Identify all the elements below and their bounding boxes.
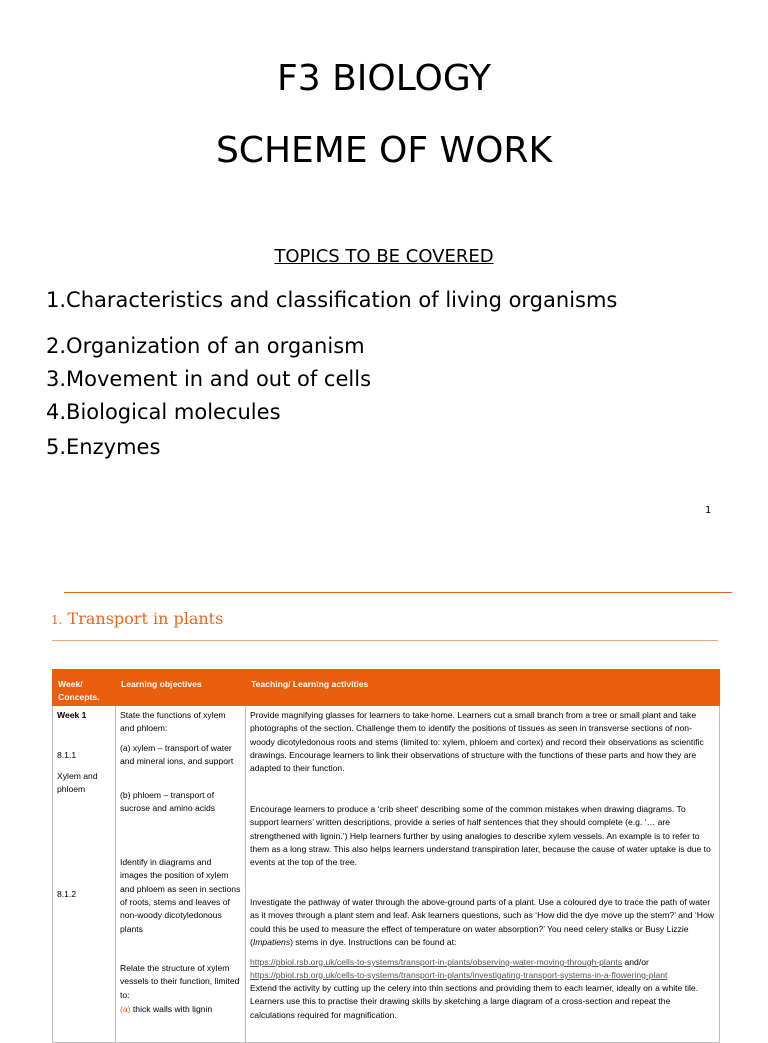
activity-paragraph	[250, 896, 715, 950]
activity-text: ) stems in dye. Instructions can be found at:	[290, 937, 457, 948]
document-title: F3 BIOLOGY	[277, 58, 491, 99]
resource-links	[250, 969, 715, 982]
section-number: 1.	[51, 613, 63, 627]
topics-heading: TOPICS TO BE COVERED	[274, 246, 494, 267]
concept-code: 8.1.1	[57, 749, 77, 760]
topic-item: 3.Movement in and out of cells	[46, 367, 372, 391]
resource-link[interactable]: https://pbiol.rsb.org.uk/cells-to-systems/transport-in-plants/observing-water-moving-through-plants	[250, 956, 623, 967]
topic-item: 5.Enzymes	[46, 435, 161, 459]
header-week-concepts: Week/ Concepts.	[53, 670, 116, 706]
list-marker: (a)	[120, 1003, 131, 1014]
objective-sub: (b) phloem – transport of sucrose and amino acids	[120, 789, 216, 814]
activity-paragraph: Extend the activity by cutting up the celery into thin sections and providing them to each learner, ideally on a white tile. Learners use this to practise their drawing skills by sketching a large diagram of a cross-section and repeat the calculations required for magnification.	[250, 982, 699, 1020]
section-bottom-rule	[52, 640, 718, 641]
objective: State the functions of xylem and phloem:	[120, 709, 226, 734]
objective-sub: (a) xylem – transport of water and mineral ions, and support	[120, 742, 234, 767]
objective: Relate the structure of xylem vessels to their function, limited to:	[120, 962, 240, 1000]
header-learning-objectives: Learning objectives	[116, 670, 246, 706]
week-label: Week 1	[57, 709, 87, 720]
topic-item: 2.Organization of an organism	[46, 334, 365, 358]
objective-sub-text: thick walls with lignin	[132, 1003, 213, 1014]
week-concepts-cell	[53, 705, 116, 1042]
concept-name: Xylem and phloem	[57, 770, 98, 795]
resource-link[interactable]: https://pbiol.rsb.org.uk/cells-to-systems/transport-in-plants/investigating-transport-systems-in-a-flowering-plant	[250, 969, 668, 980]
topic-item: 4.Biological molecules	[46, 400, 281, 424]
species-name: Impatiens	[252, 937, 291, 948]
section-title: Transport in plants	[67, 609, 224, 628]
activity-text: Investigate the pathway of water through the above-ground parts of a plant. Use a coloured dye to trace the path of water as it moves through a plant stem and leaf. Ask learners questions, such as ‘How did the dye move up the stem?’ and ‘How could this be used to measure the effect of temperature on water absorption?’ You need celery stalks or Busy Lizzie (	[250, 896, 714, 948]
scheme-table	[52, 669, 720, 1043]
section-top-rule	[64, 592, 732, 593]
activity-paragraph: Provide magnifying glasses for learners to take home. Learners cut a small branch from a tree or small plant and take photographs of the section. Challenge them to identify the positions of tissues as seen in transverse sections of non-woody dicotyledonous roots and stems (limited to: xylem, phloem and cortex) and record their observations as scientific drawings. Encourage learners to link their observations of structure with the functions of these parts and how they are adapted to their function.	[250, 709, 704, 774]
learning-objectives-cell	[116, 705, 246, 1042]
objective: Identify in diagrams and images the position of xylem and phloem as seen in sections of roots, stems and leaves of non-woody dicotyledonous plants	[120, 856, 241, 934]
topic-item: 1.Characteristics and classification of living organisms	[46, 288, 618, 312]
activity-paragraph: Encourage learners to produce a ‘crib sheet’ describing some of the common mistakes when drawing diagrams. To support learners’ written descriptions, provide a series of half sentences that they should complete (e.g. ‘… are strengthened with lignin.’) Help learners further by using analogies to describe xylem vessels. An example is to refer to them as a long straw. This also helps learners understand transpiration later, because the cause of water uptake is due to events at the top of the tree.	[250, 803, 711, 868]
header-teaching-activities: Teaching/ Learning activities	[246, 670, 720, 706]
document-subtitle: SCHEME OF WORK	[215, 130, 553, 171]
concept-code: 8.1.2	[57, 888, 77, 899]
table-header-row	[53, 670, 720, 706]
page-number: 1	[705, 505, 712, 516]
link-separator: and/or	[622, 956, 649, 967]
table-row	[53, 705, 720, 1042]
section-heading	[51, 609, 223, 628]
objective-sub	[120, 1003, 241, 1016]
teaching-activities-cell	[246, 705, 720, 1042]
resource-links	[250, 956, 715, 969]
